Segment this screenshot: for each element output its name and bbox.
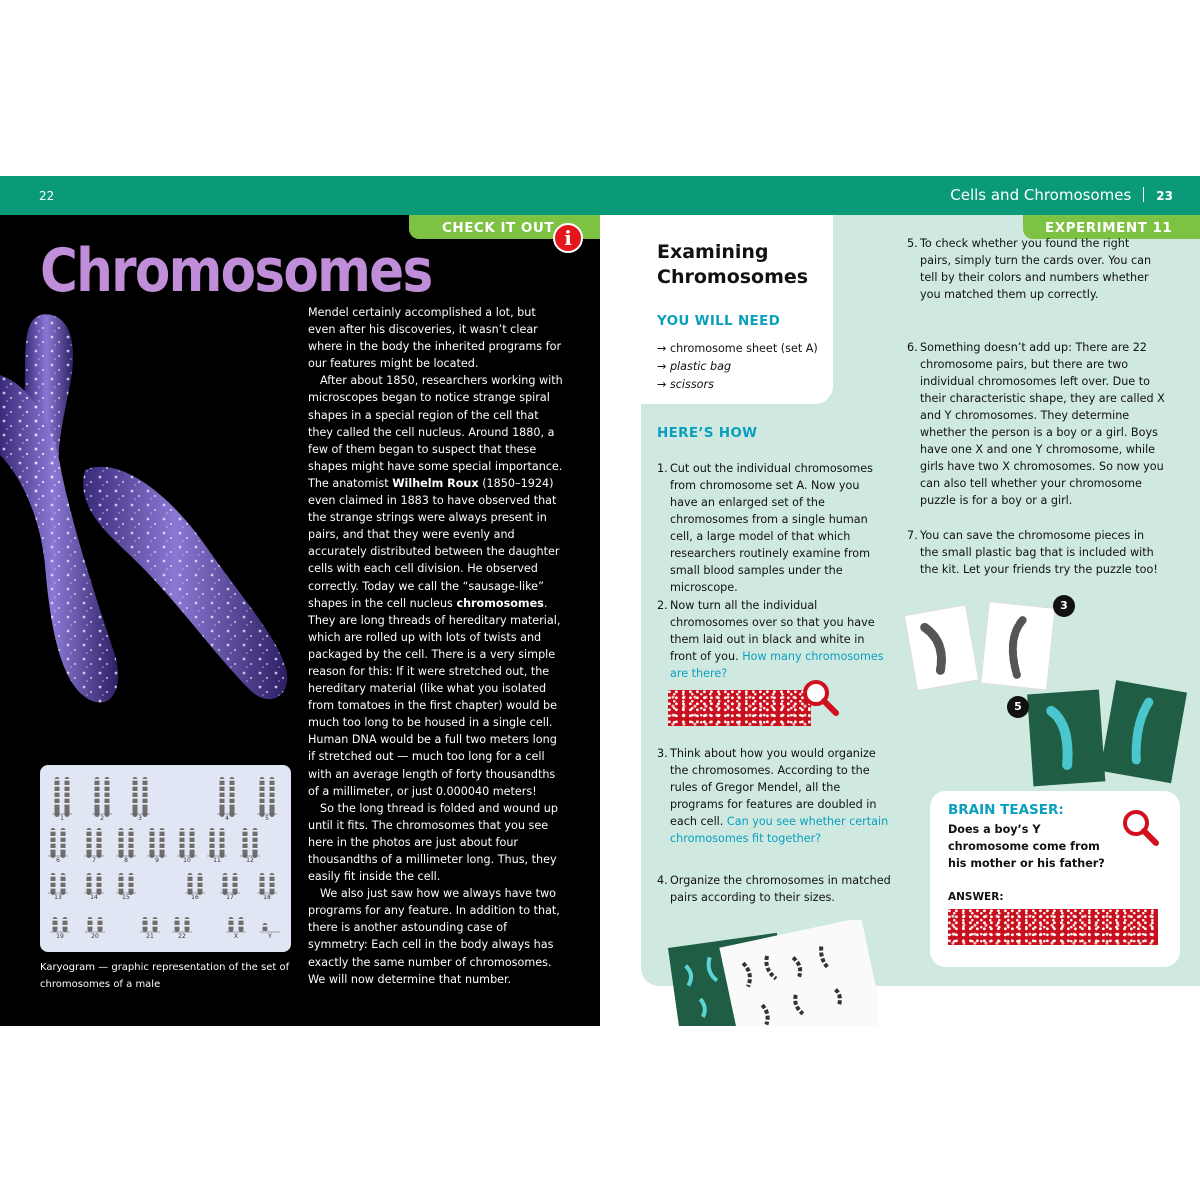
karyogram-label: 4 bbox=[225, 815, 229, 822]
chromosome-band bbox=[210, 848, 215, 850]
karyogram-label: 3 bbox=[138, 815, 142, 822]
chromosome-band bbox=[260, 803, 265, 805]
chromosome-band bbox=[95, 779, 100, 781]
chromosome-band bbox=[223, 881, 228, 883]
chromosome-band bbox=[143, 803, 148, 805]
chromosome-band bbox=[65, 797, 70, 799]
you-will-need-heading: YOU WILL NEED bbox=[657, 313, 781, 329]
chromosome-band bbox=[260, 791, 265, 793]
chromosome-band bbox=[233, 881, 238, 883]
chromosome-band bbox=[270, 881, 275, 883]
step-5: 5. To check whether you found the right pairs, simply turn the cards over. You can tell by their colors and numbers whether you matched them up correctly. bbox=[907, 237, 1152, 301]
chromosome-band bbox=[180, 836, 185, 838]
chromosome-band bbox=[270, 779, 275, 781]
chromosome-band bbox=[220, 830, 225, 832]
karyogram-image bbox=[40, 765, 291, 952]
step-1: 1. Cut out the individual chromosomes from chromosome set A. Now you have an enlarged set of the chromosomes from a single human cell, a large model of that which researchers routinely examine from small blood samples under the microscope. bbox=[657, 462, 873, 594]
left-page bbox=[0, 215, 600, 1026]
magnifier-icon bbox=[800, 677, 842, 719]
chromosome-band bbox=[133, 803, 138, 805]
step-4: 4. Organize the chromosomes in matched pairs according to their sizes. bbox=[657, 874, 891, 904]
chromosome-band bbox=[220, 842, 225, 844]
chromosome-band bbox=[97, 836, 102, 838]
chromosome-band bbox=[87, 887, 92, 889]
chromosome-band bbox=[105, 791, 110, 793]
chromosome-band bbox=[61, 842, 66, 844]
step-6: 6. Something doesn’t add up: There are 22 chromosome pairs, but there are two individual chromosomes left over. Due to their characteristic shape, they are called X and Y chromosomes. They determine whether the person is a boy or a girl. Boys have one X and one Y chromosome, while girls have two X chromosomes. So now you can also tell whether your chromosome puzzle is for a boy or a girl. bbox=[907, 341, 1165, 507]
chromosome-band bbox=[53, 925, 58, 927]
chromosome-band bbox=[119, 836, 124, 838]
chromosome-band bbox=[97, 887, 102, 889]
chromosome-band bbox=[175, 919, 180, 921]
chromosome-band bbox=[233, 887, 238, 889]
chromosome-band bbox=[133, 779, 138, 781]
chromosome-band bbox=[143, 779, 148, 781]
chromosome-band bbox=[97, 848, 102, 850]
chromosome-band bbox=[243, 842, 248, 844]
karyogram-caption: Karyogram — graphic representation of the set of chromosomes of a male bbox=[40, 962, 290, 990]
chromosome-band bbox=[95, 785, 100, 787]
chromosome-band bbox=[51, 887, 56, 889]
chromosome-band bbox=[233, 875, 238, 877]
chromosome-band bbox=[270, 803, 275, 805]
chromosome-band bbox=[119, 875, 124, 877]
chromosome-band bbox=[133, 797, 138, 799]
karyogram-label: 18 bbox=[263, 894, 271, 901]
karyogram-label: 8 bbox=[124, 857, 128, 864]
karyogram-label: Y bbox=[268, 933, 272, 940]
chromosome-band bbox=[229, 925, 234, 927]
chromosome-band bbox=[263, 925, 268, 927]
chromosome-band bbox=[97, 842, 102, 844]
chromosome-band bbox=[129, 875, 134, 877]
chromosome-band bbox=[63, 919, 68, 921]
chromosome-band bbox=[190, 836, 195, 838]
chromosome-band bbox=[210, 836, 215, 838]
chromosome-band bbox=[119, 830, 124, 832]
chromosome-band bbox=[143, 919, 148, 921]
karyogram-label: 16 bbox=[191, 894, 199, 901]
karyogram-label: X bbox=[233, 933, 239, 940]
chromosome-band bbox=[239, 925, 244, 927]
chromosome-band bbox=[65, 785, 70, 787]
heres-how-heading: HERE’S HOW bbox=[657, 425, 758, 441]
brain-teaser-box bbox=[930, 791, 1180, 967]
answer-field-teaser bbox=[948, 909, 1158, 945]
chromosome-band bbox=[220, 779, 225, 781]
chromosome-band bbox=[160, 836, 165, 838]
material-item: → scissors bbox=[657, 378, 714, 391]
book-spread bbox=[0, 176, 1200, 1026]
karyogram-label: 2 bbox=[100, 815, 104, 822]
brain-teaser-question: Does a boy’s Y chromosome come from his mother or his father? bbox=[948, 823, 1105, 870]
chromosome-band bbox=[129, 836, 134, 838]
page-header-bar bbox=[0, 176, 1200, 215]
running-title: Cells and Chromosomes bbox=[950, 186, 1132, 204]
karyogram-label: 10 bbox=[183, 857, 191, 864]
chromosome-band bbox=[129, 848, 134, 850]
chromosome-band bbox=[55, 785, 60, 787]
green-cards-photo bbox=[1025, 680, 1190, 790]
chromosome-band bbox=[129, 830, 134, 832]
chromosome-band bbox=[88, 925, 93, 927]
chromosome-band bbox=[190, 848, 195, 850]
chromosome-band bbox=[95, 791, 100, 793]
chromosome-band bbox=[220, 785, 225, 787]
chromosome-band bbox=[150, 848, 155, 850]
karyogram-label: 6 bbox=[56, 857, 60, 864]
name-wilhelm-roux: Wilhelm Roux bbox=[392, 476, 479, 490]
page-title: Chromosomes bbox=[40, 236, 432, 306]
paragraph-research: After about 1850, researchers working with microscopes began to notice strange spiral shapes in a special region of the cell that they called the cell nucleus. Around 1880, a few of them began to suspect that these shapes might have some special importance. The anatomist Wilhelm Roux (1850–1924) even claimed in 1883 to have observed that the strange strings were always present in pairs, and that they were evenly and accurately distributed between the daughter cells with each cell division. He observed correctly. Today we call the “sausage-like” shapes in the cell nucleus chromosomes. They are long threads of hereditary material, which are rolled up with lots of twists and packaged by the cell. There is a very simple reason for this: If it were stretched out, the hereditary material (like what you isolated from tomatoes in the first chapter) would be much too long to be housed in a single cell. Human DNA would be a full two meters long if stretched out — much too long for a cell with an average length of forty thousandths of a millimeter, or just 0.000040 meters! bbox=[308, 374, 563, 798]
question-fit-together: Can you see whether certain chromosomes fit together? bbox=[670, 815, 889, 845]
photo-badge-5: 5 bbox=[1007, 696, 1029, 718]
chromosome-band bbox=[223, 875, 228, 877]
chromosome-band bbox=[51, 836, 56, 838]
chromosome-band bbox=[243, 848, 248, 850]
chromosome-band bbox=[88, 919, 93, 921]
chromosome-band bbox=[97, 875, 102, 877]
chromosome-band bbox=[230, 803, 235, 805]
chromosome-band bbox=[160, 842, 165, 844]
chromosome-band bbox=[150, 842, 155, 844]
chromosome-band bbox=[51, 881, 56, 883]
chromosome-band bbox=[243, 836, 248, 838]
chromosome-band bbox=[51, 875, 56, 877]
chromosome-band bbox=[143, 791, 148, 793]
karyogram-label: 21 bbox=[146, 933, 154, 940]
chromosome-band bbox=[150, 836, 155, 838]
chromosome-band bbox=[55, 791, 60, 793]
karyogram-label: 12 bbox=[246, 857, 254, 864]
chromosome-band bbox=[175, 925, 180, 927]
chromosome-band bbox=[61, 830, 66, 832]
paragraph-symmetry: We also just saw how we always have two programs for any feature. In addition to that, there is another astounding case of symmetry: Each cell in the body always has exactly the same number of chromosomes. We will now determine that number. bbox=[308, 887, 560, 986]
chromosome-band bbox=[97, 830, 102, 832]
chromosome-band bbox=[253, 830, 258, 832]
photo-badge-3: 3 bbox=[1053, 595, 1075, 617]
chromosome-band bbox=[188, 887, 193, 889]
chromosome-band bbox=[95, 797, 100, 799]
chromosome-illustration bbox=[0, 305, 300, 775]
chromosome-band bbox=[270, 887, 275, 889]
chromosome-band bbox=[119, 887, 124, 889]
karyogram-label: 7 bbox=[92, 857, 96, 864]
chromosome-band bbox=[230, 779, 235, 781]
material-item: → chromosome sheet (set A) bbox=[657, 342, 818, 355]
chromosome-band bbox=[230, 785, 235, 787]
header-divider bbox=[1143, 187, 1144, 202]
chromosome-band bbox=[188, 875, 193, 877]
left-page-number: 22 bbox=[39, 189, 55, 203]
chromosome-band bbox=[260, 797, 265, 799]
chromosome-band bbox=[180, 848, 185, 850]
running-head bbox=[950, 186, 1173, 204]
chromosome-band bbox=[55, 797, 60, 799]
chromosome-band bbox=[220, 803, 225, 805]
chromosome-band bbox=[129, 881, 134, 883]
chromosome-band bbox=[270, 797, 275, 799]
check-it-out-label: CHECK IT OUT bbox=[442, 220, 555, 236]
chromosome-sheets-photo bbox=[668, 920, 878, 1026]
chromosome-band bbox=[119, 881, 124, 883]
karyogram-label: 15 bbox=[122, 894, 130, 901]
chromosome-band bbox=[65, 779, 70, 781]
step-7: 7. You can save the chromosome pieces in the small plastic bag that is included with the kit. Let your friends try the puzzle too! bbox=[907, 529, 1158, 576]
chromosome-band bbox=[243, 830, 248, 832]
chromosome-band bbox=[98, 925, 103, 927]
chromosome-band bbox=[87, 836, 92, 838]
chromosome-band bbox=[51, 848, 56, 850]
answer-field-count bbox=[668, 690, 811, 726]
chromosome-band bbox=[143, 797, 148, 799]
chromosome-band bbox=[229, 919, 234, 921]
chromosome-band bbox=[153, 919, 158, 921]
chromosome-band bbox=[143, 785, 148, 787]
experiment-title: Examining Chromosomes bbox=[657, 241, 809, 288]
karyogram-label: 1 bbox=[60, 815, 64, 822]
paragraph-intro: Mendel certainly accomplished a lot, but even after his discoveries, it wasn’t clear where in the body the inherited programs for our features might be located. bbox=[308, 306, 562, 371]
karyogram-label: 20 bbox=[91, 933, 99, 940]
chromosome-band bbox=[61, 881, 66, 883]
karyogram-diagram bbox=[40, 765, 291, 952]
chromosome-band bbox=[198, 887, 203, 889]
chromosome-band bbox=[198, 875, 203, 877]
chromosome-band bbox=[150, 830, 155, 832]
chromosome-band bbox=[105, 785, 110, 787]
chromosome-band bbox=[260, 881, 265, 883]
chromosome-band bbox=[61, 848, 66, 850]
chromosome-band bbox=[260, 785, 265, 787]
chromosome-band bbox=[180, 842, 185, 844]
step-2: 2. Now turn all the individual chromosomes over so that you have them laid out in black and white in front of you. How many chromosomes are there? bbox=[657, 599, 884, 680]
karyogram-label: 14 bbox=[90, 894, 98, 901]
right-page bbox=[600, 215, 1200, 1026]
chromosome-band bbox=[185, 925, 190, 927]
chromosome-band bbox=[65, 791, 70, 793]
chromosome-band bbox=[87, 842, 92, 844]
chromosome-band bbox=[97, 881, 102, 883]
chromosome-band bbox=[153, 925, 158, 927]
chromosome-band bbox=[129, 887, 134, 889]
chromosome-band bbox=[105, 803, 110, 805]
chromosome-band bbox=[210, 830, 215, 832]
chromosome-band bbox=[253, 848, 258, 850]
chromosome-band bbox=[143, 925, 148, 927]
chromosome-band bbox=[95, 803, 100, 805]
chromosome-band bbox=[129, 842, 134, 844]
paragraph-folded: So the long thread is folded and wound up until it fits. The chromosomes that you see here in the photos are just about four thousandths of a millimeter long. Thus, they easily fit inside the cell. bbox=[308, 801, 559, 884]
karyogram-label: 13 bbox=[54, 894, 62, 901]
chromosome-band bbox=[260, 779, 265, 781]
chromosome-band bbox=[53, 919, 58, 921]
chromosome-band bbox=[87, 881, 92, 883]
chromosome-band bbox=[63, 925, 68, 927]
chromosome-band bbox=[61, 875, 66, 877]
chromosome-band bbox=[55, 779, 60, 781]
chromosome-band bbox=[270, 791, 275, 793]
chromosome-band bbox=[239, 919, 244, 921]
chromosome-band bbox=[253, 836, 258, 838]
chromosome-band bbox=[51, 842, 56, 844]
chromosome-band bbox=[223, 887, 228, 889]
chromosome-band bbox=[180, 830, 185, 832]
karyogram-label: 9 bbox=[155, 857, 159, 864]
chromosome-band bbox=[198, 881, 203, 883]
info-icon: i bbox=[553, 223, 583, 253]
chromosome-band bbox=[190, 842, 195, 844]
chromosome-band bbox=[61, 836, 66, 838]
chromosome-band bbox=[220, 836, 225, 838]
chromosome-arms bbox=[0, 314, 287, 702]
magnifier-icon bbox=[1120, 807, 1162, 849]
chromosome-band bbox=[160, 830, 165, 832]
chromosome-band bbox=[260, 875, 265, 877]
experiment-label: EXPERIMENT 11 bbox=[1045, 220, 1173, 236]
karyogram-label: 11 bbox=[213, 857, 221, 864]
question-how-many: How many chromosomes are there? bbox=[670, 650, 884, 680]
term-chromosomes: chromosomes bbox=[456, 596, 544, 610]
chromosome-band bbox=[260, 887, 265, 889]
chromosome-band bbox=[160, 848, 165, 850]
right-page-number: 23 bbox=[1156, 189, 1173, 203]
materials-list bbox=[657, 340, 818, 394]
chromosome-band bbox=[220, 791, 225, 793]
chromosome-band bbox=[253, 842, 258, 844]
chromosome-band bbox=[55, 803, 60, 805]
chromosome-band bbox=[87, 875, 92, 877]
chromosome-band bbox=[188, 881, 193, 883]
material-item: → plastic bag bbox=[657, 360, 732, 373]
chromosome-band bbox=[119, 848, 124, 850]
chromosome-band bbox=[133, 785, 138, 787]
karyogram-label: 5 bbox=[265, 815, 269, 822]
karyogram-chromosome bbox=[263, 923, 268, 932]
chromosome-band bbox=[105, 779, 110, 781]
chromosome-band bbox=[210, 842, 215, 844]
karyogram-label: 19 bbox=[56, 933, 64, 940]
left-body-text bbox=[308, 304, 565, 988]
step-3: 3. Think about how you would organize the chromosomes. According to the rules of Gregor Mendel, all the programs for features are doubled in each cell. Can you see whether certain chromosomes fit together? bbox=[657, 747, 889, 845]
chromosome-band bbox=[87, 830, 92, 832]
answer-label: ANSWER: bbox=[948, 891, 1004, 903]
chromosome-band bbox=[51, 830, 56, 832]
chromosome-band bbox=[105, 797, 110, 799]
chromosome-band bbox=[133, 791, 138, 793]
brain-teaser-heading: BRAIN TEASER: bbox=[948, 802, 1064, 818]
karyogram-label: 22 bbox=[178, 933, 186, 940]
chromosome-band bbox=[98, 919, 103, 921]
chromosome-band bbox=[270, 785, 275, 787]
chromosome-band bbox=[61, 887, 66, 889]
chromosome-band bbox=[230, 797, 235, 799]
chromosome-band bbox=[87, 848, 92, 850]
chromosome-band bbox=[230, 791, 235, 793]
chromosome-band bbox=[185, 919, 190, 921]
chromosome-band bbox=[270, 875, 275, 877]
karyogram-label: 17 bbox=[226, 894, 234, 901]
chromosome-band bbox=[119, 842, 124, 844]
chromosome-band bbox=[220, 848, 225, 850]
chromosome-band bbox=[190, 830, 195, 832]
chromosome-band bbox=[220, 797, 225, 799]
chromosome-band bbox=[65, 803, 70, 805]
